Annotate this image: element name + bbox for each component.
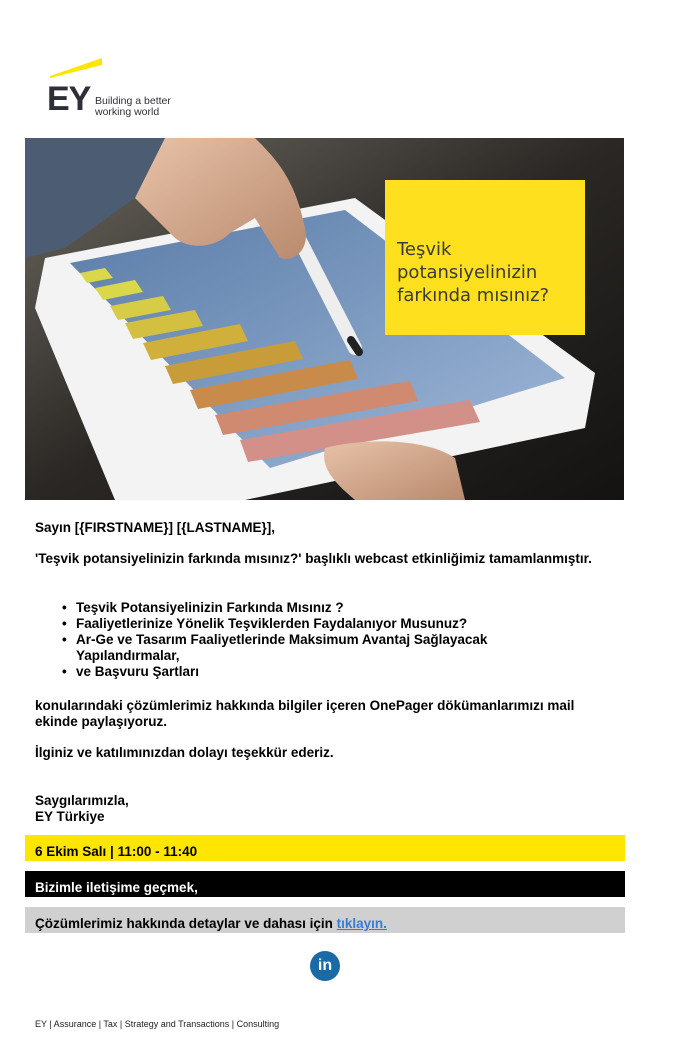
footer-service-lines: EY | Assurance | Tax | Strategy and Transactions | Consulting <box>35 1019 280 1029</box>
hero-line-1: Teşvik <box>397 239 452 260</box>
list-item: • ve Başvuru Şartları <box>62 664 582 680</box>
tagline-line-2: working world <box>95 106 160 118</box>
closing-regards: Saygılarımızla, <box>35 793 129 808</box>
contact-bar <box>25 871 625 897</box>
event-date-bar <box>25 835 625 861</box>
intro-paragraph: 'Teşvik potansiyelinizin farkında mısınız?' başlıklı webcast etkinliğimiz tamamlanmıştır. <box>35 551 592 566</box>
list-item: • Ar-Ge ve Tasarım Faaliyetlerinde Maksimum Avantaj Sağlayacak Yapılandırmalar, <box>62 632 582 664</box>
linkedin-icon[interactable]: in <box>310 951 340 981</box>
thanks-paragraph: İlginiz ve katılımınızdan dolayı teşekkür ederiz. <box>35 745 334 760</box>
tagline-line-1: Building a better <box>95 95 171 107</box>
contact-text: Bizimle iletişime geçmek, <box>35 880 198 895</box>
hero-banner <box>25 138 624 500</box>
attachment-paragraph: konularındaki çözümlerimiz hakkında bilgiler içeren OnePager dökümanlarımızı mail ekinde paylaşıyoruz. <box>35 698 575 729</box>
list-item: • Teşvik Potansiyelinizin Farkında Mısınız ? <box>62 600 582 616</box>
hero-line-2: potansiyelinizin <box>397 262 538 283</box>
details-link[interactable]: tıklayın. <box>336 916 387 931</box>
hero-headline-box <box>385 180 585 335</box>
topic-list <box>62 600 582 680</box>
ey-tagline <box>95 96 171 118</box>
hero-headline <box>397 238 549 307</box>
details-bar <box>25 907 625 933</box>
greeting: Sayın [{FIRSTNAME}] [{LASTNAME}], <box>35 520 276 535</box>
ey-logo <box>44 56 184 118</box>
details-text: Çözümlerimiz hakkında detaylar ve dahası için <box>35 916 337 931</box>
hero-line-3: farkında mısınız? <box>397 285 550 306</box>
event-date: 6 Ekim Salı | 11:00 - 11:40 <box>35 844 198 859</box>
ey-logo-mark: EY <box>47 80 91 118</box>
signature: EY Türkiye <box>35 809 105 824</box>
list-item: • Faaliyetlerinize Yönelik Teşviklerden Faydalanıyor Musunuz? <box>62 616 582 632</box>
